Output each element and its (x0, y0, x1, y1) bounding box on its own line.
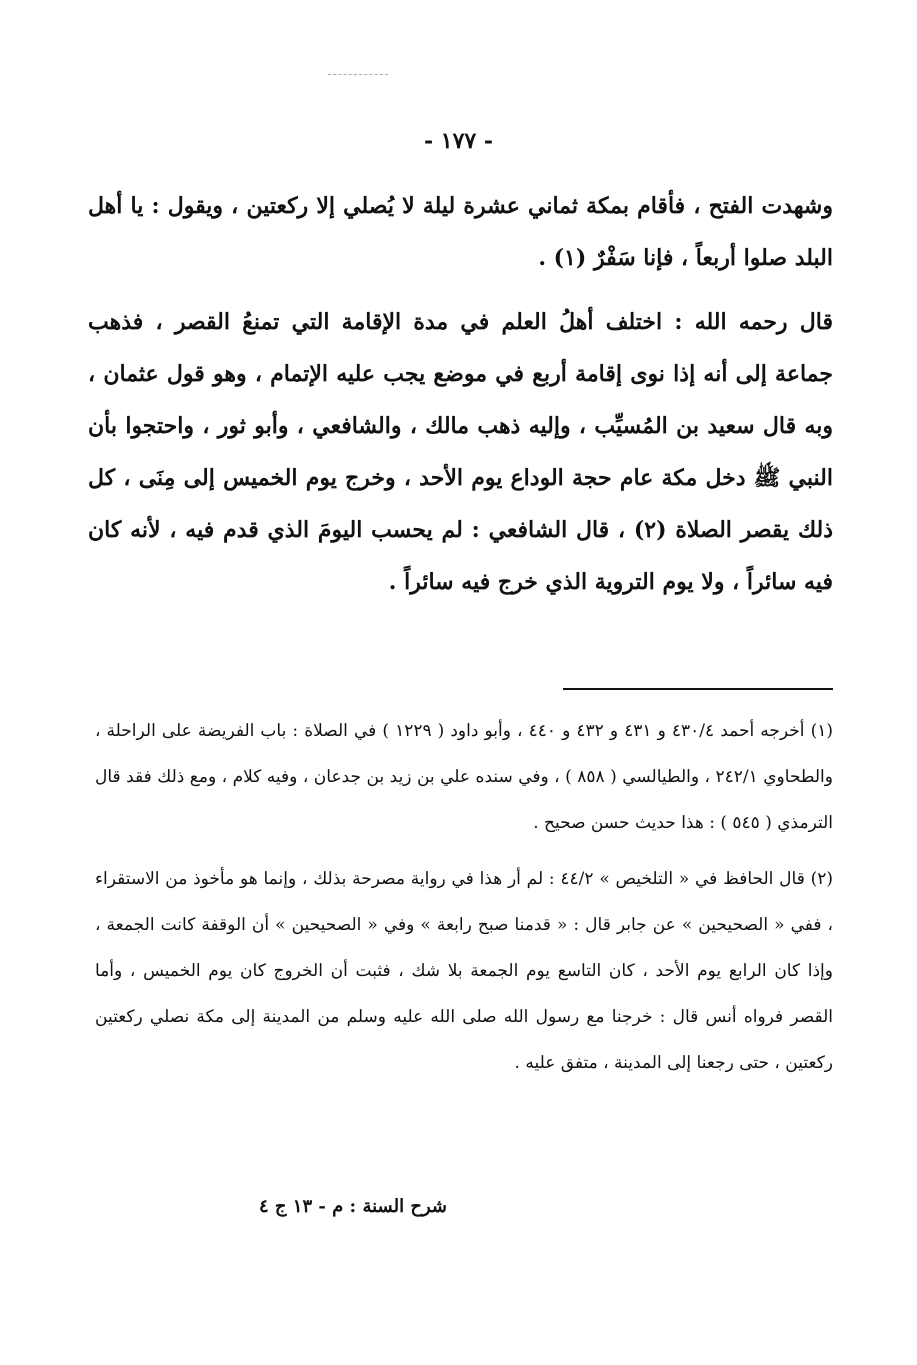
footnote-separator (563, 688, 833, 690)
main-paragraph-1: وشهدت الفتح ، فأقام بمكة ثماني عشرة ليلة لا يُصلي إلا ركعتين ، ويقول : يا أهل البلد صلوا أربعاً ، فإنا سَفْرٌ (١) . (88, 193, 833, 271)
main-text (88, 180, 833, 608)
print-signature: شرح السنة : م - ١٣ ج ٤ (258, 1196, 447, 1217)
main-paragraph-2: قال رحمه الله : اختلف أهلُ العلم في مدة الإقامة التي تمنعُ القصر ، فذهب جماعة إلى أنه إذا نوى إقامة أربع في موضع يجب عليه الإتمام ، وهو قول عثمان ، وبه قال سعيد بن المُسيِّب ، وإليه ذهب مالك ، والشافعي ، وأبو ثور ، واحتجوا بأن النبي ﷺ دخل مكة عام حجة الوداع يوم الأحد ، وخرج يوم الخميس إلى مِنَى ، كل ذلك يقصر الصلاة (٢) ، قال الشافعي : لم يحسب اليومَ الذي قدم فيه ، لأنه كان فيه سائراً ، ولا يوم التروية الذي خرج فيه سائراً . (88, 309, 833, 595)
footnotes (95, 708, 833, 1086)
page-number: - ١٧٧ - (423, 128, 494, 154)
scan-artifact-mark (328, 74, 388, 75)
footnote-2: (٢) قال الحافظ في « التلخيص » ٤٤/٢ : لم أر هذا في رواية مصرحة بذلك ، وإنما هو مأخوذ من الاستقراء ، ففي « الصحيحين » عن جابر قال : « قدمنا صبح رابعة » وفي « الصحيحين » أن الوقفة كانت الجمعة ، وإذا كان الرابع يوم الأحد ، كان التاسع يوم الجمعة بلا شك ، فثبت أن الخروج كان يوم الخميس ، وأما القصر فرواه أنس قال : خرجنا مع رسول الله صلى الله عليه وسلم من المدينة إلى مكة نصلي ركعتين ركعتين ، حتى رجعنا إلى المدينة ، متفق عليه . (95, 869, 834, 1073)
footnote-1: (١) أخرجه أحمد ٤٣٠/٤ و ٤٣١ و ٤٣٢ و ٤٤٠ ، وأبو داود ( ١٢٢٩ ) في الصلاة : باب الفريضة على الراحلة ، والطحاوي ٢٤٢/١ ، والطيالسي ( ٨٥٨ ) ، وفي سنده علي بن زيد بن جدعان ، وفيه كلام ، ومع ذلك فقد قال الترمذي ( ٥٤٥ ) : هذا حديث حسن صحيح . (95, 721, 833, 833)
